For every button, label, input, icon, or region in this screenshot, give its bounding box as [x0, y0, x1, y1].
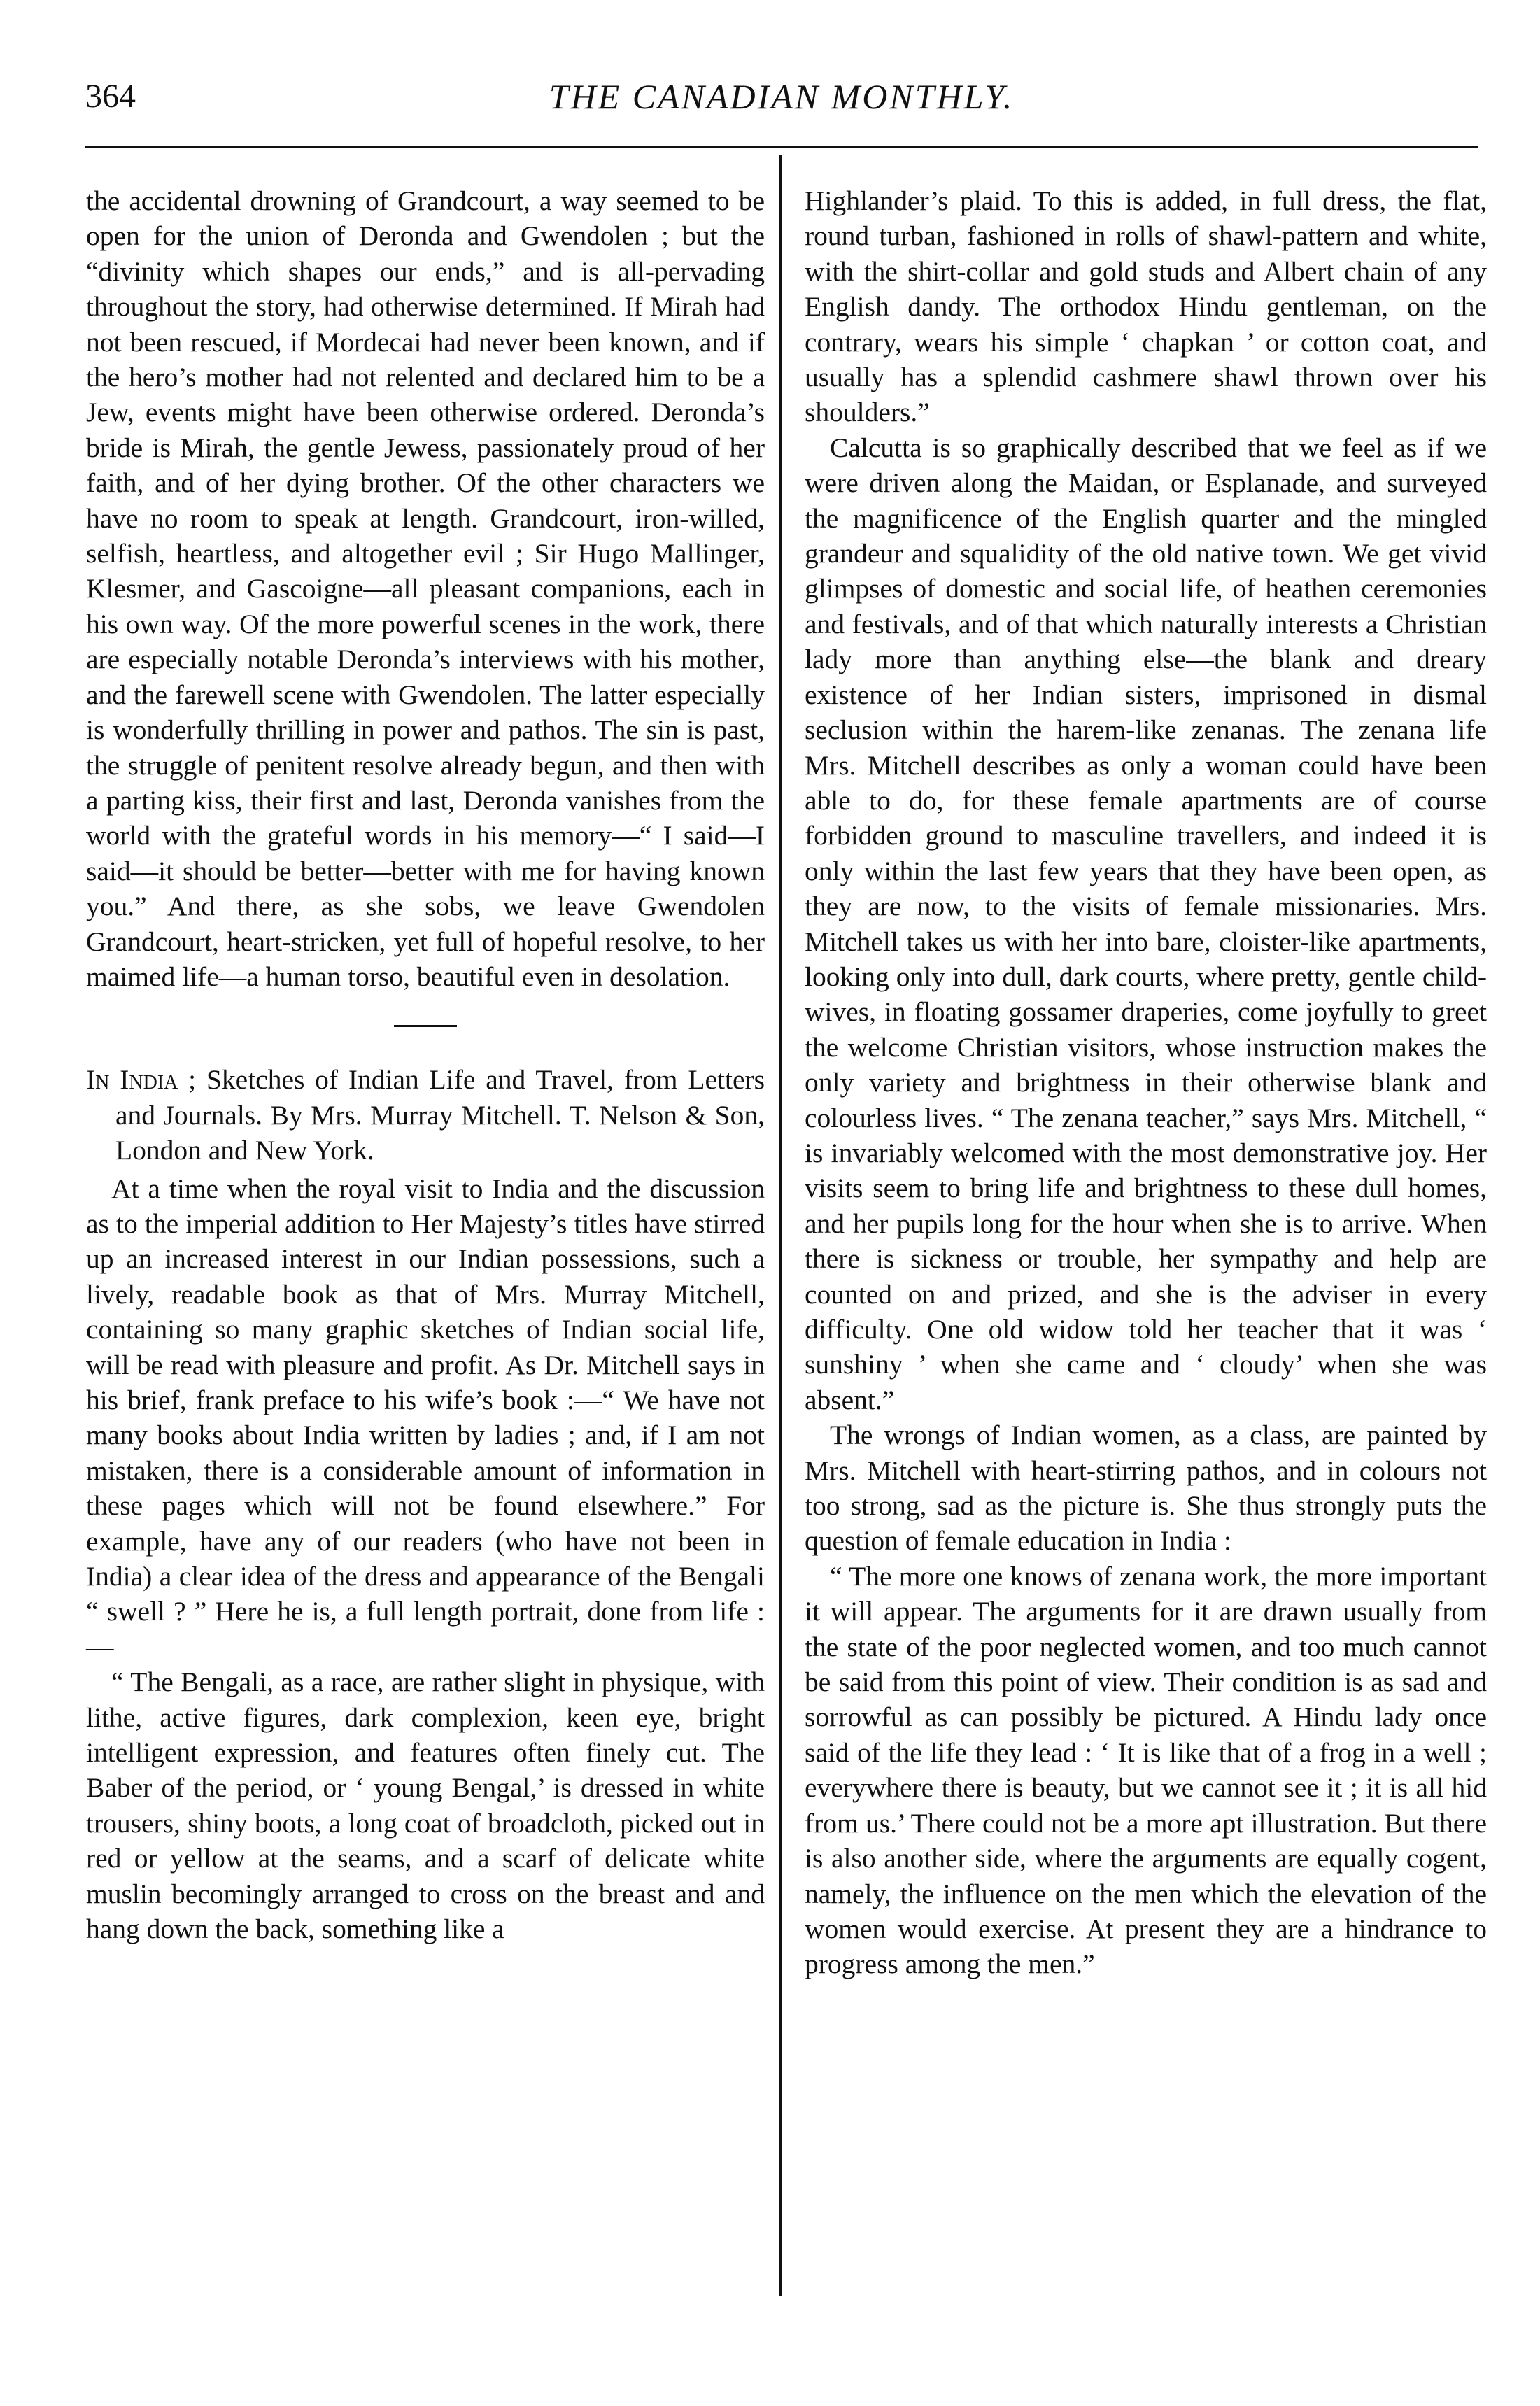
paragraph-introduction: At a time when the royal visit to India and the discussion as to the imperial addition to Her Majesty’s titles have stirred up an increased interest in our Indian possessions, such a lively, readable book as that of Mrs. Murray Mitchell, containing so many graphic sketches of Indian social life, will be read with pleasure and profit. As Dr. Mitchell says in his brief, frank preface to his wife’s book :—“ We have not many books about India written by ladies ; and, if I am not mistaken, there is a considerable amount of information in these pages which will not be found elsewhere.” For example, have any of our readers (who have not been in India) a clear idea of the dress and appearance of the Bengali “ swell ? ” Here he is, a full length portrait, done from life :—	[86, 1173, 765, 1662]
paragraph-quote-continued: Highlander’s plaid. To this is added, in full dress, the flat, round turban, fashioned in rolls of shawl-pattern and white, with the shirt-collar and gold studs and Albert chain of any English dandy. The orthodox Hindu gentleman, on the contrary, wears his simple ‘ chapkan ’ or cotton coat, and usually has a splendid cashmere shawl thrown over his shoulders.”	[805, 185, 1487, 428]
left-column	[86, 183, 765, 1947]
paragraph-calcutta: Calcutta is so graphically described that we feel as if we were driven along the Maidan, or Esplanade, and surveyed the magnificence of the English quarter and the mingled grandeur and squalidity of the old native town. We get vivid glimpses of domestic and social life, of heathen ceremonies and festivals, and of that which naturally interests a Christian lady more than anything else—the blank and dreary existence of her Indian sisters, imprisoned in dismal seclusion within the harem-like zenanas. The zenana life Mrs. Mitchell describes as only a woman could have been able to do, for these female apartments are of course forbidden ground to masculine travellers, and indeed it is only within the last few years that they have been open, as they are now, to the visits of female missionaries. Mrs. Mitchell takes us with her into bare, cloister-like apartments, looking only into dull, dark courts, where pretty, gentle child-wives, in floating gossamer draperies, come joyfully to greet the welcome Christian visitors, whose instruction makes the only variety and brightness in their otherwise blank and colourless lives. “ The zenana teacher,” says Mrs. Mitchell, “ is invariably welcomed with the most demonstrative joy. Her visits seem to bring life and brightness to these dull homes, and her pupils long for the hour when she is to arrive. When there is sickness or trouble, her sympathy and help are counted on and prized, and she is the adviser in every difficulty. One old widow told her teacher that it was ‘ sunshiny ’ when she came and ‘ cloudy’ when she was absent.”	[805, 432, 1487, 1415]
paragraph-daniel-deronda-review-end: the accidental drowning of Grandcourt, a way seemed to be open for the union of Deronda and Gwendolen ; but the “divinity which shapes our ends,” and is all-pervading throughout the story, had otherwise determined. If Mirah had not been rescued, if Mordecai had never been known, and if the hero’s mother had not relented and declared him to be a Jew, events might have been otherwise ordered. Deronda’s bride is Mirah, the gentle Jewess, passionately proud of her faith, and of her dying brother. Of the other characters we have no room to speak at length. Grandcourt, iron-willed, selfish, heartless, and altogether evil ; Sir Hugo Mallinger, Klesmer, and Gascoigne—all pleasant companions, each in his own way. Of the more powerful scenes in the work, there are especially notable Deronda’s interviews with his mother, and the farewell scene with Gwendolen. The latter especially is wonderfully thrilling in power and pathos. The sin is past, the struggle of penitent resolve already begun, and then with a parting kiss, their first and last, Deronda vanishes from the world with the grateful words in his memory—“ I said—I said—it should be better—better with me for having known you.” And there, as she sobs, we leave Gwendolen Grandcourt, heart-stricken, yet full of hopeful resolve, to her maimed life—a human torso, beautiful even in desolation.	[86, 185, 765, 992]
page-number: 364	[85, 78, 136, 115]
paragraph-wrongs-of-women: The wrongs of Indian women, as a class, are painted by Mrs. Mitchell with heart-stirring pathos, and in colours not too strong, sad as the picture is. She thus strongly puts the question of female education in India :	[805, 1420, 1487, 1557]
column-divider	[779, 155, 782, 2296]
book-details: ; Sketches of Indian Life and Travel, from Letters and Journals. By Mrs. Murray Mitchell. T. Nelson & Son, London and New York.	[115, 1064, 765, 1166]
book-review-heading	[86, 1062, 765, 1168]
right-column	[805, 183, 1487, 1982]
running-title: THE CANADIAN MONTHLY.	[549, 77, 1015, 116]
page-header	[85, 76, 1478, 143]
section-separator	[394, 1025, 457, 1027]
paragraph-quote-zenana: “ The more one knows of zenana work, the more important it will appear. The arguments for it are drawn usually from the state of the poor neglected women, and too much cannot be said from this point of view. Their condition is as sad and sorrowful as can possibly be pictured. A Hindu lady once said of the life they lead : ‘ It is like that of a frog in a well ; everywhere there is beauty, but we cannot see it ; it is all hid from us.’ There could not be a more apt illustration. But there is also another side, where the arguments are equally cogent, namely, the influence on the men which the elevation of the women would exercise. At present they are a hindrance to progress among the men.”	[805, 1560, 1487, 1980]
book-title: In India	[86, 1064, 178, 1096]
paragraph-quote-bengali: “ The Bengali, as a race, are rather slight in physique, with lithe, active figures, dark complexion, keen eye, bright intelligent expression, and features often finely cut. The Baber of the period, or ‘ young Bengal,’ is dressed in white trousers, shiny boots, a long coat of broadcloth, picked out in red or yellow at the seams, and a scarf of delicate white muslin becomingly arranged to cross on the breast and and hang down the back, something like a	[86, 1666, 765, 1945]
header-rule	[85, 146, 1478, 148]
